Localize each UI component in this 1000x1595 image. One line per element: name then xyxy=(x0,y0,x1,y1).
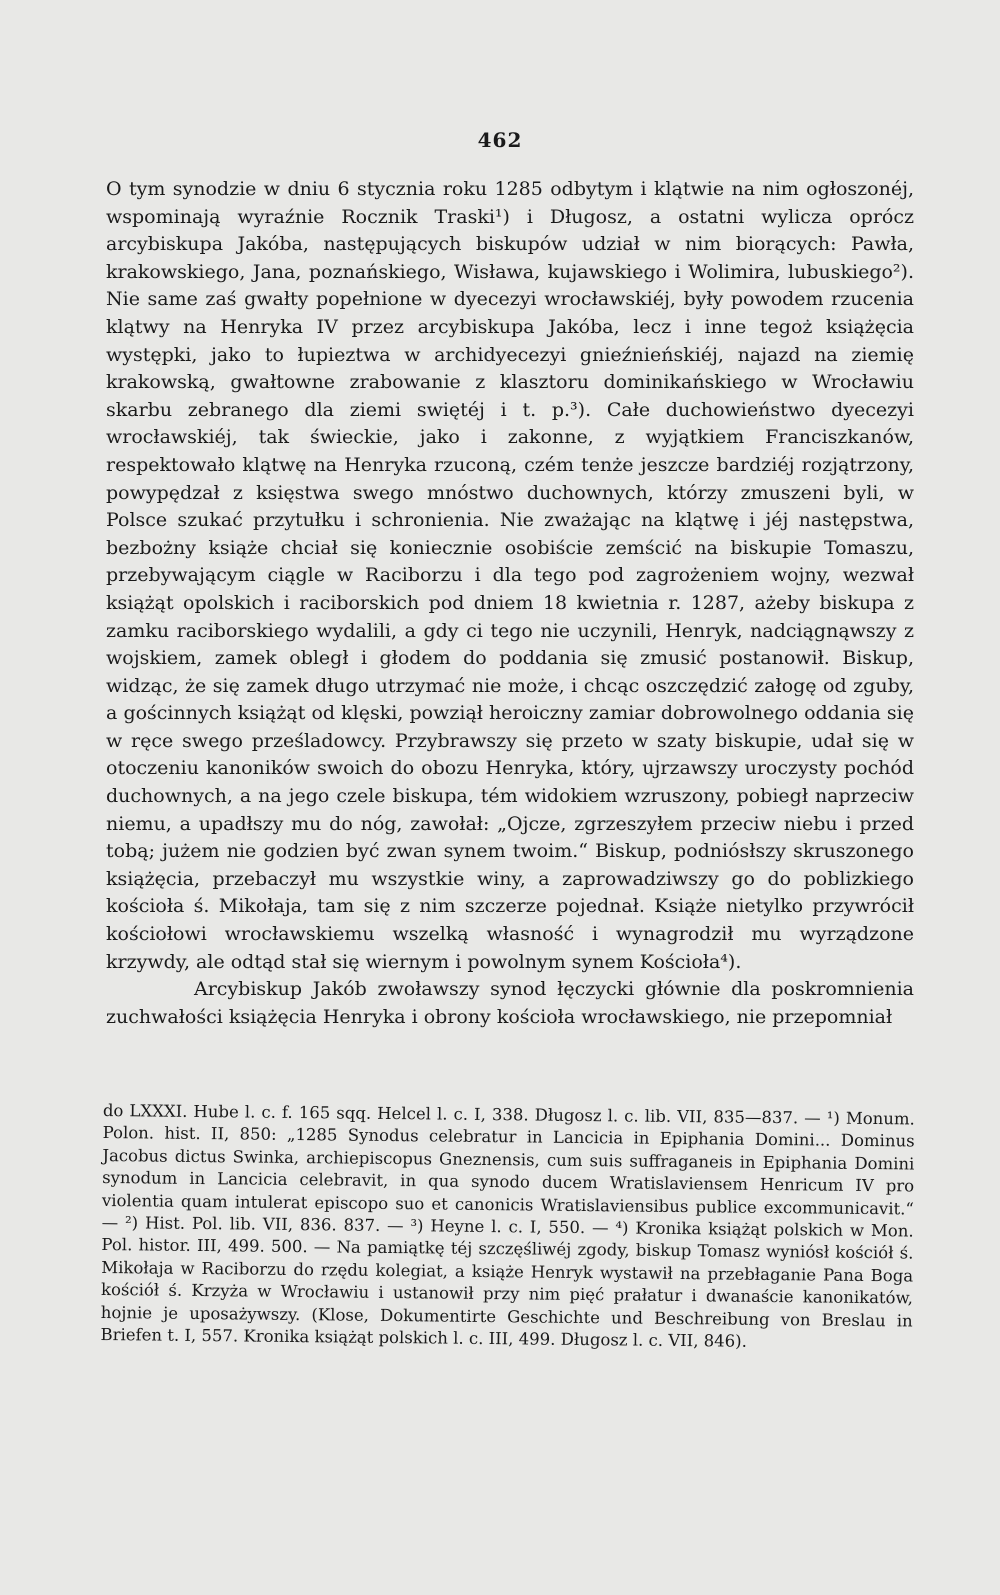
footnotes xyxy=(100,1100,915,1355)
page-number: 462 xyxy=(477,128,523,152)
main-text xyxy=(106,176,914,1031)
paragraph-1: O tym synodzie w dniu 6 stycznia roku 1285 odbytym i klątwie na nim ogłoszonéj, wspominają wyraźnie Rocznik Traski¹) i Długosz, a ostatni wylicza oprócz arcybiskupa Jakóba, następujących biskupów udział w nim biorących: Pawła, krakowskiego, Jana, poznańskiego, Wisława, kujawskiego i Wolimira, lubuskiego²). Nie same zaś gwałty popełnione w dyecezyi wrocławskiéj, były powodem rzucenia klątwy na Henryka IV przez arcybiskupa Jakóba, lecz i inne tegoż książęcia występki, jako to łupieztwa w archidyecezyi gnieźnieńskiéj, najazd na ziemię krakowską, gwałtowne zrabowanie z klasztoru dominikańskiego w Wrocławiu skarbu zebranego dla ziemi swiętéj i t. p.³). Całe duchowieństwo dyecezyi wrocławskiéj, tak świeckie, jako i zakonne, z wyjątkiem Franciszkanów, respektowało klątwę na Henryka rzuconą, czém tenże jeszcze bardziéj rozjątrzony, powypędzał z księstwa swego mnóstwo duchownych, którzy zmuszeni byli, w Polsce szukać przytułku i schronienia. Nie zważając na klątwę i jéj następstwa, bezbożny książe chciał się koniecznie osobiście zemścić na biskupie Tomaszu, przebywającym ciągle w Raciborzu i dla tego pod zagrożeniem wojny, wezwał książąt opolskich i raciborskich pod dniem 18 kwietnia r. 1287, ażeby biskupa z zamku raciborskiego wydalili, a gdy ci tego nie uczynili, Henryk, nadciągnąwszy z wojskiem, zamek obległ i głodem do poddania się zmusić postanowił. Biskup, widząc, że się zamek długo utrzymać nie może, i chcąc oszczędzić załogę od zguby, a gościnnych książąt od klęski, powziął heroiczny zamiar dobrowolnego oddania się w ręce swego prześladowcy. Przybrawszy się przeto w szaty biskupie, udał się w otoczeniu kanoników swoich do obozu Henryka, który, ujrzawszy uroczysty pochód duchownych, a na jego czele biskupa, tém widokiem wzruszony, pobiegł naprzeciw niemu, a upadłszy mu do nóg, zawołał: „Ojcze, zgrzeszyłem przeciw niebu i przed tobą; jużem nie godzien być zwan synem twoim.“ Biskup, podniósłszy skruszonego książęcia, przebaczył mu wszystkie winy, a zaprowadziwszy go do poblizkiego kościoła ś. Mikołaja, tam się z nim szczerze pojednał. Książe nietylko przywrócił kościołowi wrocławskiemu wszelką własność i wynagrodził mu wyrządzone krzywdy, ale odtąd stał się wiernym i powolnym synem Kościoła⁴). xyxy=(106,178,914,973)
footnote-text: do LXXXI. Hube l. c. f. 165 sqq. Helcel l. c. I, 338. Długosz l. c. lib. VII, 835—837. — ¹) Monum. Polon. hist. II, 850: „1285 Synodus celebratur in Lancicia in Epiphania Domini... Dominus Jacobus dictus Swinka, archiepiscopus Gneznensis, cum suis suffraganeis in Epiphania Domini synodum in Lancicia celebravit, in qua synodo ducem Wratislaviensem Henricum IV pro violentia quam intulerat episcopo suo et canonicis Wratislaviensibus publice excommunicavit.“ — ²) Hist. Pol. lib. VII, 836. 837. — ³) Heyne l. c. I, 550. — ⁴) Kronika książąt polskich w Mon. Pol. histor. III, 499. 500. — Na pamiątkę téj szczęśliwéj zgody, biskup Tomasz wyniósł kościół ś. Mikołaja w Raciborzu do rzędu kolegiat, a książe Henryk wystawił na przebłaganie Pana Boga kościół ś. Krzyża w Wrocławiu i ustanowił przy nim pięć prałatur i dwanaście kanonikatów, hojnie je uposażywszy. (Klose, Dokumentirte Geschichte und Beschreibung von Breslau in Briefen t. I, 557. Kronika książąt polskich l. c. III, 499. Długosz l. c. VII, 846). xyxy=(100,1101,915,1351)
paragraph-2: Arcybiskup Jakób zwoławszy synod łęczycki głównie dla poskromnienia zuchwałości książęcia Henryka i obrony kościoła wrocławskiego, nie przepomniał xyxy=(106,978,914,1028)
